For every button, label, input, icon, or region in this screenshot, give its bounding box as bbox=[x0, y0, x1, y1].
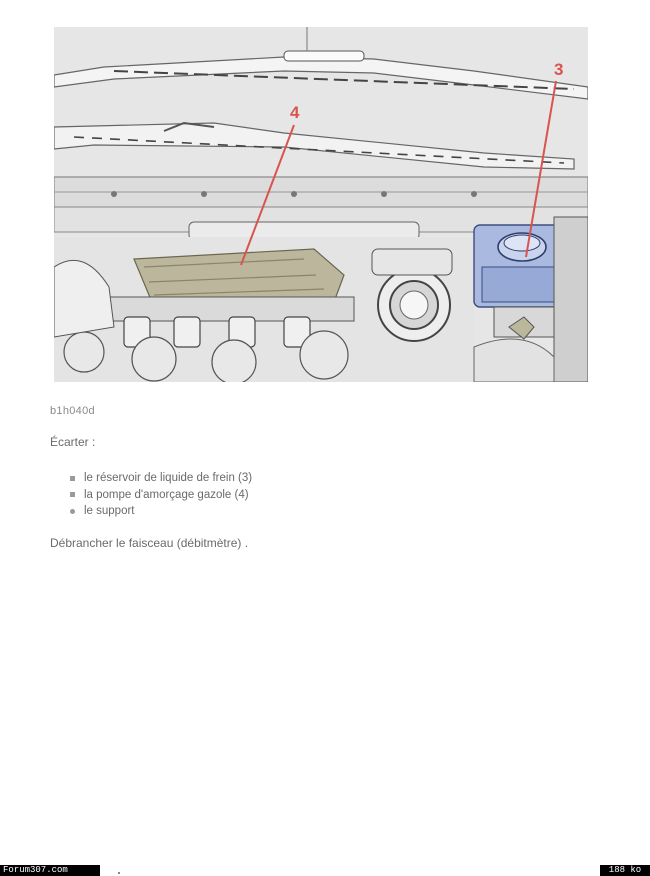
engine-bay-drawing bbox=[54, 27, 588, 382]
svg-text:4: 4 bbox=[290, 103, 300, 122]
file-size-badge: 188 ko bbox=[600, 865, 650, 876]
list-item-text: le réservoir de liquide de frein (3) bbox=[84, 472, 253, 485]
list-item-text: le support bbox=[84, 505, 135, 518]
round-bullet-icon bbox=[70, 509, 75, 514]
instruction-heading: Écarter : bbox=[50, 435, 96, 449]
svg-text:3: 3 bbox=[554, 60, 564, 79]
list-item-text: la pompe d'amorçage gazole (4) bbox=[84, 488, 249, 501]
square-bullet-icon bbox=[70, 476, 75, 481]
figure-reference: b1h040d bbox=[50, 405, 95, 417]
site-watermark: Forum307.com bbox=[0, 865, 100, 876]
instruction-action: Débrancher le faisceau (débitmètre) . bbox=[50, 536, 249, 550]
square-bullet-icon bbox=[70, 492, 75, 497]
list-item bbox=[70, 470, 252, 487]
scan-speck bbox=[118, 872, 120, 874]
list-item bbox=[70, 487, 252, 504]
engine-bay-illustration bbox=[54, 27, 588, 382]
list-item bbox=[70, 503, 252, 520]
step-list bbox=[70, 470, 252, 520]
